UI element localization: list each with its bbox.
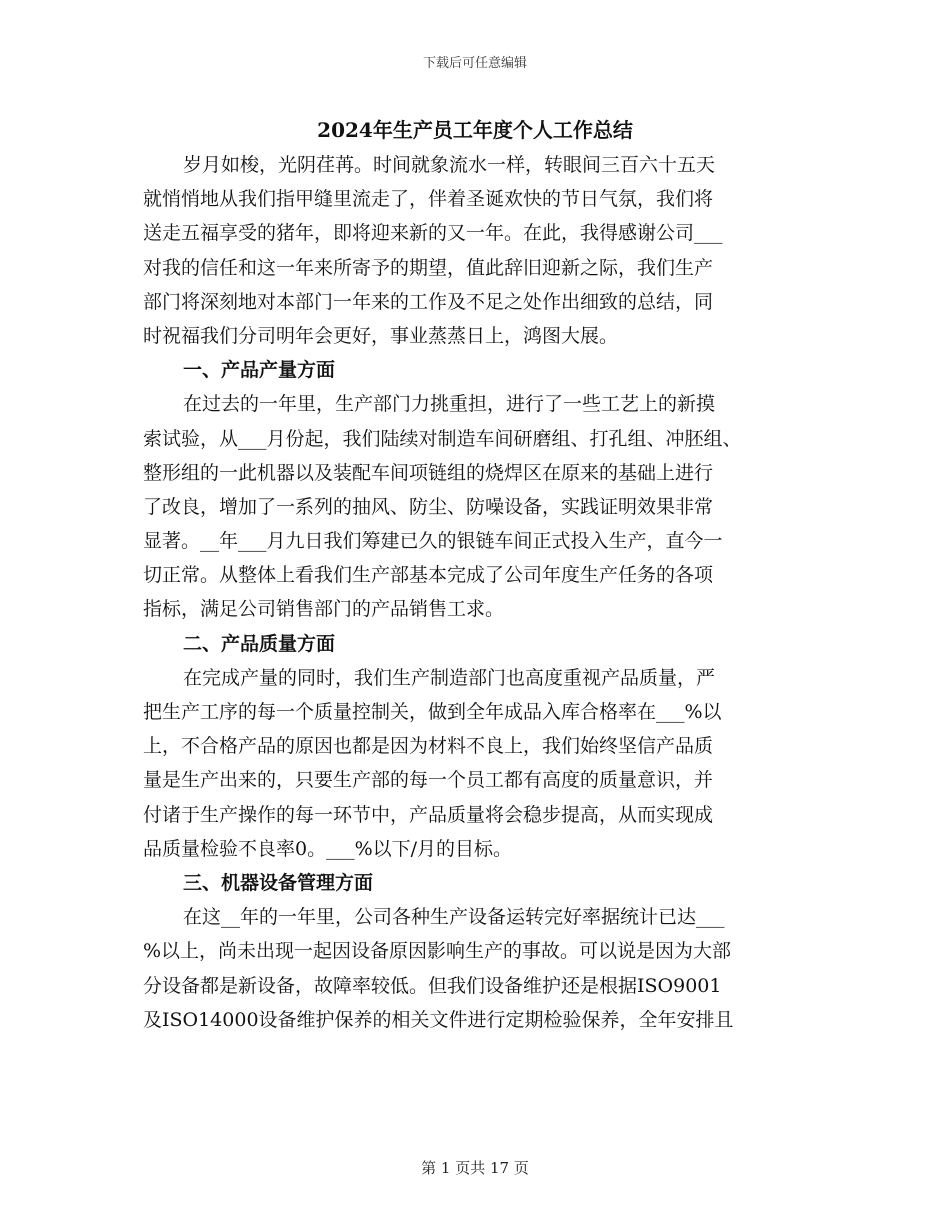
paragraph-line: 了改良，增加了一系列的抽风、防尘、防噪设备，实践证明效果非常 bbox=[143, 495, 714, 518]
paragraph-line: 就悄悄地从我们指甲缝里流走了，伴着圣诞欢快的节日气氛，我们将 bbox=[143, 188, 714, 211]
section-heading-output: 一、产品产量方面 bbox=[183, 359, 336, 382]
paragraph-line: 切正常。从整体上看我们生产部基本完成了公司年度生产任务的各项 bbox=[143, 564, 714, 587]
paragraph-line: 时祝福我们分司明年会更好，事业蒸蒸日上，鸿图大展。 bbox=[143, 324, 619, 347]
paragraph-line: 岁月如梭，光阴荏苒。时间就象流水一样，转眼间三百六十五天 bbox=[183, 154, 716, 176]
page-number: 第 1 页共 17 页 bbox=[421, 1159, 529, 1177]
paragraph-line: 分设备都是新设备，故障率较低。但我们设备维护还是根据ISO9001 bbox=[143, 974, 722, 997]
section-heading-quality: 二、产品质量方面 bbox=[183, 632, 336, 655]
paragraph-line: 及ISO14000设备维护保养的相关文件进行定期检验保养，全年安排且 bbox=[143, 1008, 734, 1031]
paragraph-line: 显著。__年___月九日我们筹建已久的银链车间正式投入生产，直今一 bbox=[143, 530, 723, 553]
paragraph-line: 对我的信任和这一年来所寄予的期望，值此辞旧迎新之际，我们生产 bbox=[143, 256, 714, 279]
paragraph-line: 付诸于生产操作的每一环节中，产品质量将会稳步提高，从而实现成 bbox=[143, 803, 714, 826]
paragraph-line: 整形组的一此机器以及装配车间项链组的烧焊区在原来的基础上进行 bbox=[143, 461, 714, 484]
paragraph-line: 索试验，从___月份起，我们陆续对制造车间研磨组、打孔组、冲胚组、 bbox=[143, 427, 742, 450]
document-body bbox=[143, 148, 806, 1037]
document-title: 2024年生产员工年度个人工作总结 bbox=[317, 118, 633, 142]
paragraph-line: 指标，满足公司销售部门的产品销售工求。 bbox=[143, 598, 505, 621]
paragraph-line: 上，不合格产品的原因也都是因为材料不良上，我们始终坚信产品质 bbox=[143, 735, 714, 758]
paragraph-line: 把生产工序的每一个质量控制关，做到全年成品入库合格率在___%以 bbox=[143, 701, 722, 723]
paragraph-line: 送走五福享受的猪年，即将迎来新的又一年。在此，我得感谢公司___ bbox=[143, 222, 723, 245]
paragraph-line: 在这__年的一年里，公司各种生产设备运转完好率据统计已达___ bbox=[183, 906, 725, 929]
paragraph-line: 在完成产量的同时，我们生产制造部门也高度重视产品质量，严 bbox=[183, 666, 716, 689]
paragraph-line: 量是生产出来的，只要生产部的每一个员工都有高度的质量意识，并 bbox=[143, 769, 714, 792]
page-header: 下载后可任意编辑 bbox=[422, 56, 527, 71]
paragraph-line: 品质量检验不良率0。___%以下/月的目标。 bbox=[143, 837, 513, 860]
paragraph-line: 在过去的一年里，生产部门力挑重担，进行了一些工艺上的新摸 bbox=[183, 393, 716, 416]
section-heading-equipment: 三、机器设备管理方面 bbox=[183, 871, 374, 894]
paragraph-line: %以上，尚未出现一起因设备原因影响生产的事故。可以说是因为大部 bbox=[143, 940, 732, 963]
paragraph-line: 部门将深刻地对本部门一年来的工作及不足之处作出细致的总结，同 bbox=[143, 290, 714, 313]
